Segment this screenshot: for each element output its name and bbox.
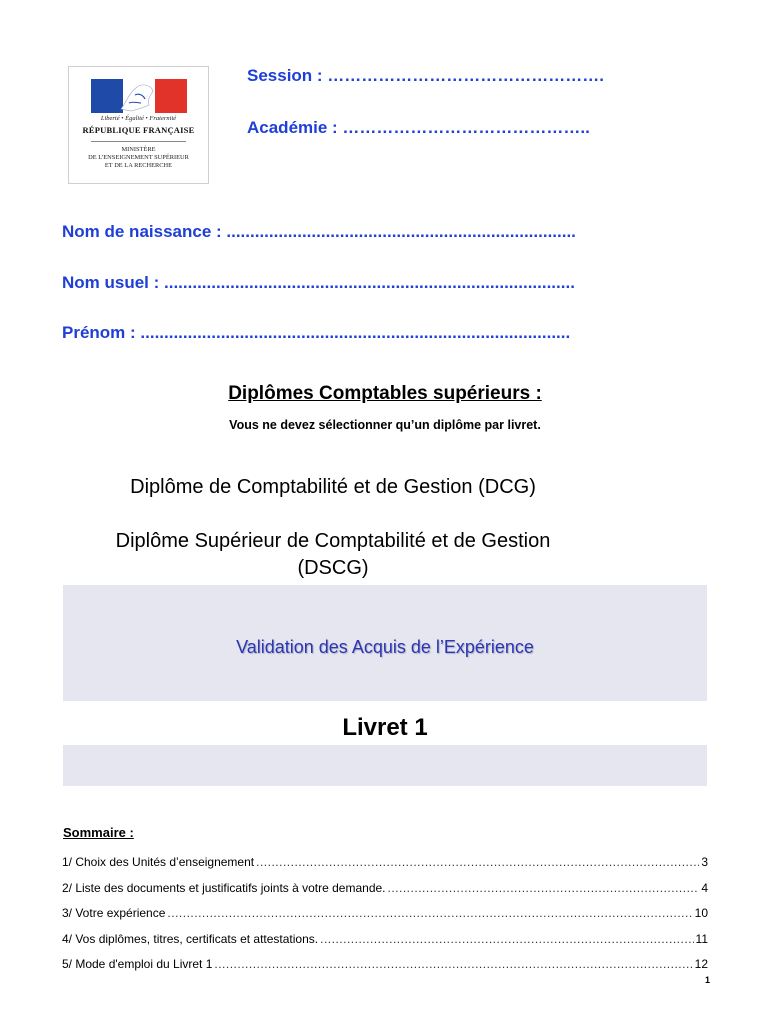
toc-leader — [256, 855, 699, 869]
toc-leader — [167, 906, 692, 920]
toc-item-page: 12 — [694, 957, 708, 971]
nom-naissance-field[interactable]: Nom de naissance : .......................................................................... — [62, 222, 576, 241]
ministry-logo — [68, 66, 209, 184]
toc-item-label: 2/ Liste des documents et justificatifs joints à votre demande. — [62, 881, 386, 895]
toc-leader — [320, 932, 693, 946]
livret-band — [63, 745, 707, 786]
sommaire-title: Sommaire : — [63, 825, 134, 840]
logo-divider — [91, 141, 186, 142]
toc-item-label: 5/ Mode d'emploi du Livret 1 — [62, 957, 213, 971]
toc-leader — [214, 957, 692, 971]
vae-title: Validation des Acquis de l’Expérience — [236, 637, 534, 657]
nom-usuel-field[interactable]: Nom usuel : ....................................................................................... — [62, 273, 575, 292]
toc-item-page: 11 — [695, 932, 708, 946]
toc-item[interactable] — [62, 932, 708, 950]
toc-item-page: 4 — [701, 881, 708, 895]
toc-item-label: 3/ Votre expérience — [62, 906, 166, 920]
toc-item-label: 1/ Choix des Unités d’enseignement — [62, 855, 255, 869]
toc-item[interactable] — [62, 881, 708, 899]
toc-item[interactable] — [62, 957, 708, 975]
option-dscg-line1: Diplôme Supérieur de Comptabilité et de Gestion — [115, 530, 551, 552]
toc-item-label: 4/ Vos diplômes, titres, certificats et attestations. — [62, 932, 319, 946]
logo-republic: RÉPUBLIQUE FRANÇAISE — [82, 125, 195, 135]
marianne-flag-icon — [91, 79, 187, 113]
diplomes-note: Vous ne devez sélectionner qu’un diplôme par livret. — [229, 418, 541, 432]
session-field[interactable]: Session : …………………………………………. — [247, 66, 605, 85]
page-number: 1 — [705, 975, 711, 985]
toc-item[interactable] — [62, 906, 708, 924]
livret-title: Livret 1 — [342, 714, 428, 741]
academie-field[interactable]: Académie : …………………………………….. — [247, 118, 590, 137]
diplomes-heading: Diplômes Comptables supérieurs : — [228, 383, 542, 404]
prenom-field[interactable]: Prénom : ........................................................................................... — [62, 323, 571, 342]
option-dcg[interactable]: Diplôme de Comptabilité et de Gestion (DCG) — [130, 476, 536, 498]
logo-motto: Liberté • Égalité • Fraternité — [100, 115, 177, 122]
toc-item-page: 3 — [701, 855, 708, 869]
toc-item[interactable] — [62, 855, 708, 873]
logo-ministry: MINISTÈRE DE L'ENSEIGNEMENT SUPÉRIEUR ET DE LA RECHERCHE — [88, 146, 189, 169]
toc-item-page: 10 — [694, 906, 708, 920]
option-dscg-line2: (DSCG) — [297, 557, 369, 579]
option-dscg[interactable] — [0, 528, 718, 582]
toc-leader — [388, 881, 700, 895]
